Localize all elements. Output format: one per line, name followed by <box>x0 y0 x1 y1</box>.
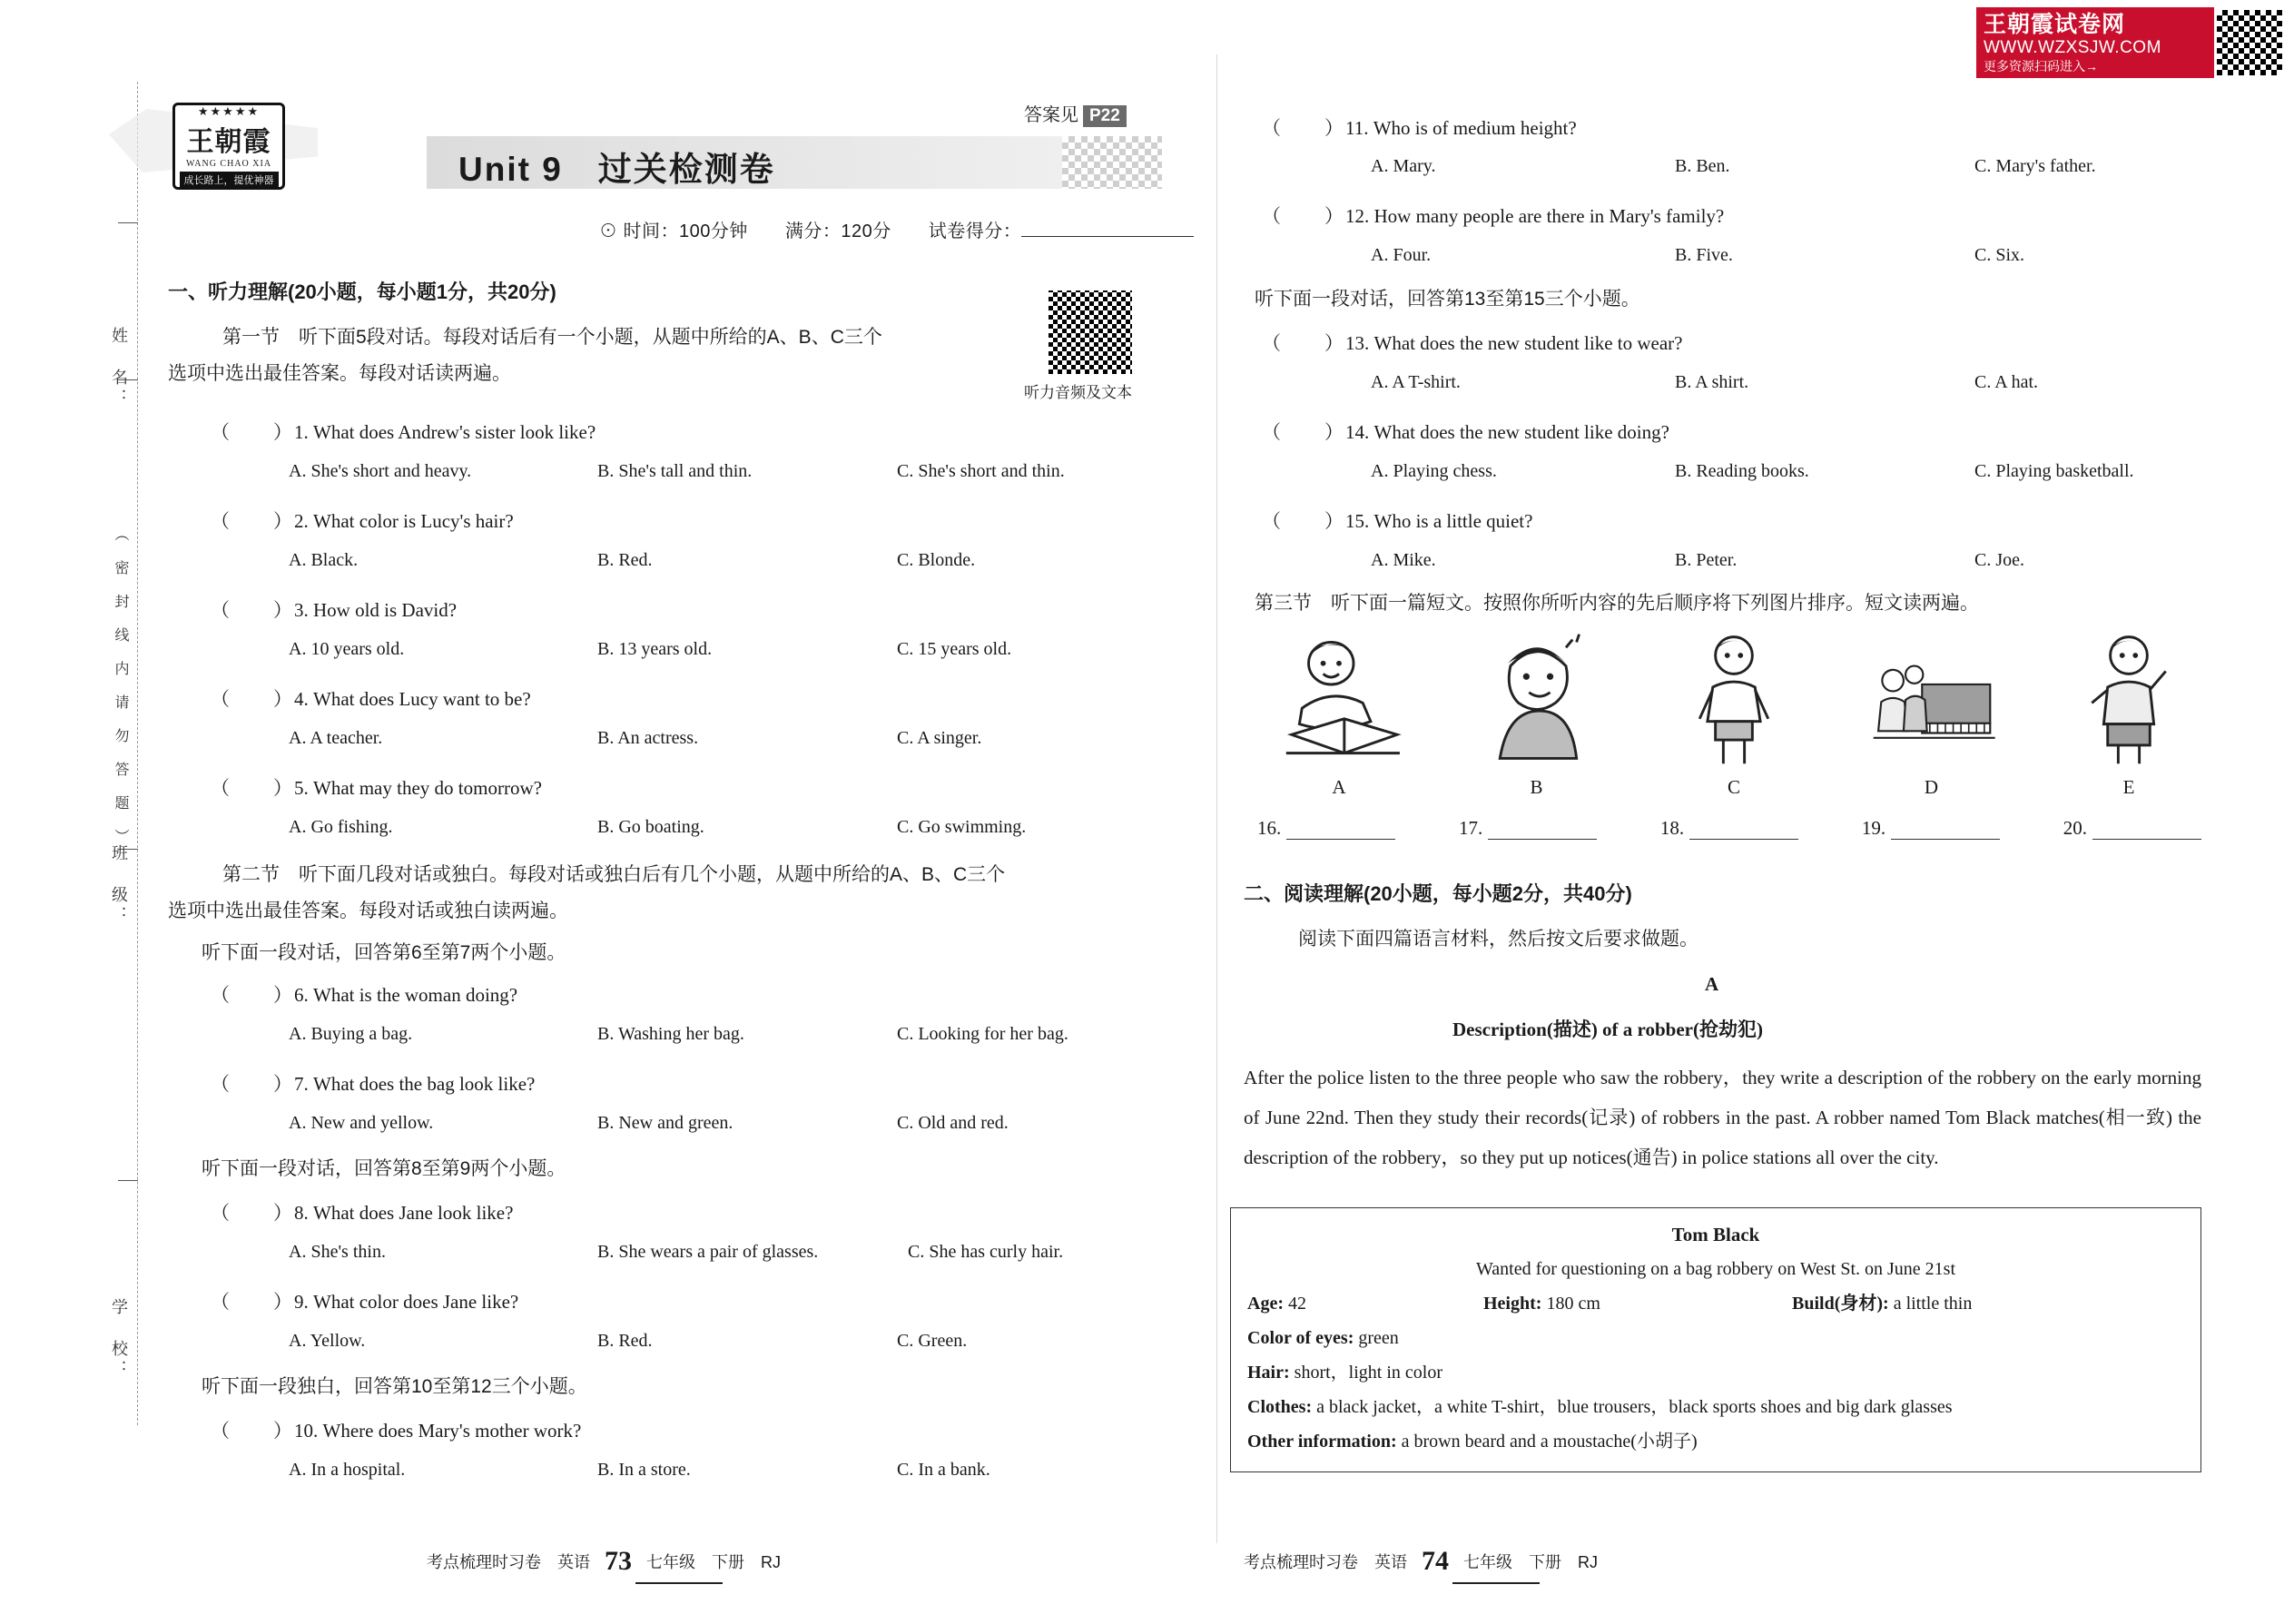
answer-bracket[interactable]: （ ） <box>211 1420 294 1442</box>
page-title: Unit 9 过关检测卷 <box>458 151 775 188</box>
blank-20[interactable] <box>2063 817 2201 840</box>
question-number: 12. <box>1345 205 1370 227</box>
section-2-instruction: 阅读下面四篇语言材料，然后按文后要求做题。 <box>1298 929 1698 950</box>
logo-pinyin: WANG CHAO XIA <box>185 159 272 169</box>
option-b[interactable]: B. Peter. <box>1675 550 1738 570</box>
answer-bracket[interactable]: （ ） <box>211 1202 294 1224</box>
wanted-build-value: a little thin <box>1893 1294 1973 1314</box>
score-blank[interactable] <box>1021 220 1194 237</box>
girl-thinking-icon <box>1469 626 1605 772</box>
lead-in-10-12: 听下面一段独白，回答第10至第12三个小题。 <box>202 1376 587 1397</box>
answer-bracket[interactable]: （ ） <box>1262 421 1345 443</box>
question-item <box>211 1416 581 1443</box>
question-stem: How many people are there in Mary's family? <box>1373 205 1725 227</box>
wanted-hair-label: Hair: <box>1247 1363 1290 1383</box>
question-item <box>1262 202 1724 229</box>
option-a[interactable]: A. In a hospital. <box>289 1460 406 1480</box>
option-a[interactable]: A. A teacher. <box>289 728 383 748</box>
wanted-age <box>1247 1286 1483 1321</box>
question-stem: What does the new student like doing? <box>1373 421 1669 443</box>
option-c[interactable]: C. Mary's father. <box>1974 156 2096 176</box>
option-c[interactable]: C. In a bank. <box>897 1460 990 1480</box>
logo-stars: ★★★★★ <box>197 104 261 118</box>
field-school-label: 学 校： <box>110 1298 128 1380</box>
question-number: 15. <box>1345 510 1370 532</box>
option-a[interactable]: A. Buying a bag. <box>289 1024 413 1044</box>
field-name-label: 姓 名： <box>110 327 128 408</box>
answer-bracket[interactable]: （ ） <box>211 1291 294 1313</box>
footer-left <box>427 1546 781 1577</box>
option-b[interactable]: B. An actress. <box>597 728 699 748</box>
option-b[interactable]: B. Go boating. <box>597 817 704 837</box>
answer-bracket[interactable]: （ ） <box>211 688 294 710</box>
blank-line[interactable] <box>1286 821 1395 840</box>
footer-page-number: 74 <box>1422 1546 1449 1576</box>
option-a[interactable]: A. Yellow. <box>289 1331 366 1351</box>
blank-17[interactable] <box>1459 817 1597 840</box>
answer-bracket[interactable]: （ ） <box>1262 332 1345 354</box>
section-2-heading: 二、阅读理解(20小题，每小题2分，共40分) <box>1244 882 1632 905</box>
blank-line[interactable] <box>1891 821 2000 840</box>
picture-label-e: E <box>2122 776 2135 798</box>
option-a[interactable]: A. Four. <box>1371 245 1432 265</box>
question-number: 4. <box>294 688 309 710</box>
wanted-clothes-label: Clothes: <box>1247 1397 1313 1417</box>
question-stem: What color is Lucy's hair? <box>313 510 514 532</box>
section-2-instruction-line-1: 第二节 听下面几段对话或独白。每段对话或独白后有几个小题，从题中所给的A、B、C三个 <box>222 864 1006 885</box>
footer-series: 考点梳理时习卷 英语 <box>1244 1553 1407 1571</box>
option-c[interactable]: C. Playing basketball. <box>1974 461 2134 481</box>
answer-bracket[interactable]: （ ） <box>211 1073 294 1095</box>
blank-number: 19. <box>1861 817 1886 839</box>
question-number: 1. <box>294 421 309 443</box>
footer-rule <box>635 1582 723 1584</box>
option-a[interactable]: A. A T-shirt. <box>1371 372 1461 392</box>
answer-bracket[interactable]: （ ） <box>211 599 294 621</box>
question-stem: What does Lucy want to be? <box>313 688 531 710</box>
option-b[interactable]: B. Red. <box>597 1331 653 1351</box>
option-a[interactable]: A. Mary. <box>1371 156 1436 176</box>
question-item <box>211 1198 513 1225</box>
wanted-other <box>1247 1424 2184 1459</box>
exam-meta <box>599 216 1194 242</box>
question-item <box>211 595 457 623</box>
answer-reference-label: 答案见 <box>1024 105 1078 125</box>
option-c[interactable]: C. Green. <box>897 1331 968 1351</box>
question-stem: What does Andrew's sister look like? <box>313 421 596 443</box>
question-item <box>1262 418 1669 445</box>
boy-waving-icon <box>2061 626 2197 772</box>
blank-number: 16. <box>1257 817 1282 839</box>
option-c[interactable]: C. 15 years old. <box>897 639 1012 659</box>
footer-grade: 七年级 下册 RJ <box>646 1553 781 1571</box>
answer-bracket[interactable]: （ ） <box>211 984 294 1006</box>
wanted-clothes-value: a black jacket，a white T-shirt，blue trousers，black sports shoes and big dark glasses <box>1316 1397 1953 1417</box>
option-a[interactable]: A. Playing chess. <box>1371 461 1497 481</box>
brand-url: WWW.WZXSJW.COM <box>1984 38 2161 58</box>
question-item <box>211 1069 535 1097</box>
blank-number: 20. <box>2063 817 2087 839</box>
option-c[interactable]: C. A singer. <box>897 728 982 748</box>
question-stem: What does the new student like to wear? <box>1373 332 1683 354</box>
picture-labels <box>1271 776 2197 799</box>
answer-bracket[interactable]: （ ） <box>211 777 294 799</box>
picture-label-b: B <box>1530 776 1543 798</box>
question-number: 9. <box>294 1291 309 1313</box>
question-stem: Who is a little quiet? <box>1373 510 1533 532</box>
answer-reference <box>1024 100 1127 127</box>
blank-line[interactable] <box>1689 821 1798 840</box>
option-b[interactable]: B. Red. <box>597 550 653 570</box>
option-a[interactable]: A. Black. <box>289 550 359 570</box>
option-c[interactable]: C. Looking for her bag. <box>897 1024 1068 1044</box>
option-b[interactable]: B. A shirt. <box>1675 372 1749 392</box>
wanted-stats-row <box>1247 1286 2184 1321</box>
option-b[interactable]: B. She wears a pair of glasses. <box>597 1242 819 1262</box>
question-number: 5. <box>294 777 309 799</box>
footer-series: 考点梳理时习卷 英语 <box>427 1553 590 1571</box>
wanted-hair-value: short，light in color <box>1294 1363 1442 1383</box>
logo-main-text: 王朝霞 <box>186 127 271 157</box>
option-c[interactable]: C. Go swimming. <box>897 817 1027 837</box>
footer-right <box>1244 1546 1598 1577</box>
wanted-clothes <box>1247 1390 2184 1424</box>
binding-tick <box>118 1180 138 1181</box>
wanted-height-label: Height: <box>1483 1294 1542 1314</box>
picture-row <box>1271 626 2197 776</box>
footer-page-number: 73 <box>605 1546 632 1576</box>
binding-tick <box>118 222 138 223</box>
brand-title: 王朝霞试卷网 <box>1984 11 2126 37</box>
answer-reference-page: P22 <box>1083 105 1127 127</box>
option-c[interactable]: C. She's short and thin. <box>897 461 1065 481</box>
question-number: 3. <box>294 599 309 621</box>
wanted-age-label: Age: <box>1247 1294 1284 1314</box>
option-b[interactable]: B. Ben. <box>1675 156 1730 176</box>
blank-number: 17. <box>1458 817 1483 839</box>
answer-bracket[interactable]: （ ） <box>1262 510 1345 532</box>
lead-in-6-7: 听下面一段对话，回答第6至第7两个小题。 <box>202 942 566 963</box>
picture-label-d: D <box>1924 776 1939 798</box>
audio-qr-icon[interactable] <box>1049 290 1132 374</box>
blank-19[interactable] <box>1862 817 2000 840</box>
question-item <box>211 1287 518 1314</box>
option-b[interactable]: B. In a store. <box>597 1460 691 1480</box>
option-b[interactable]: B. Washing her bag. <box>597 1024 744 1044</box>
section-1-heading: 一、听力理解(20小题，每小题1分，共20分) <box>168 281 556 303</box>
answer-bracket[interactable]: （ ） <box>1262 117 1345 139</box>
wanted-notice-card <box>1230 1207 2201 1472</box>
blank-16[interactable] <box>1257 817 1395 840</box>
question-number: 8. <box>294 1202 309 1224</box>
picture-label-a: A <box>1332 776 1346 798</box>
wanted-eyes <box>1247 1321 2184 1355</box>
section-1-instruction-line-2: 选项中选出最佳答案。每段对话读两遍。 <box>168 363 511 384</box>
wanted-height-value: 180 cm <box>1546 1294 1600 1314</box>
question-stem: What is the woman doing? <box>313 984 518 1006</box>
lead-in-8-9: 听下面一段对话，回答第8至第9两个小题。 <box>202 1158 566 1179</box>
option-b[interactable]: B. Reading books. <box>1675 461 1809 481</box>
question-item <box>1262 507 1532 534</box>
question-stem: What does Jane look like? <box>313 1202 514 1224</box>
question-number: 6. <box>294 984 309 1006</box>
boy-standing-icon <box>1666 626 1802 772</box>
question-stem: Who is of medium height? <box>1373 117 1577 139</box>
option-a[interactable]: A. Mike. <box>1371 550 1436 570</box>
question-stem: Where does Mary's mother work? <box>322 1420 582 1442</box>
wanted-eyes-label: Color of eyes: <box>1247 1328 1354 1348</box>
question-item <box>211 418 596 445</box>
question-stem: What color does Jane like? <box>313 1291 519 1313</box>
question-item <box>211 773 542 801</box>
boy-reading-book-icon <box>1271 626 1407 772</box>
wanted-build-label: Build(身材): <box>1792 1294 1889 1314</box>
question-number: 2. <box>294 510 309 532</box>
option-a[interactable]: A. New and yellow. <box>289 1113 434 1133</box>
blank-line[interactable] <box>1488 821 1597 840</box>
section-3-instruction: 第三节 听下面一篇短文。按照你所听内容的先后顺序将下列图片排序。短文读两遍。 <box>1255 593 1979 614</box>
question-number: 10. <box>294 1420 319 1442</box>
option-b[interactable]: B. New and green. <box>597 1113 733 1133</box>
page-divider <box>1216 54 1217 1543</box>
wanted-height <box>1483 1286 1792 1321</box>
ordering-answer-blanks <box>1257 817 2201 840</box>
lead-in-13-15: 听下面一段对话，回答第13至第15三个小题。 <box>1255 289 1640 310</box>
question-number: 11. <box>1345 117 1369 139</box>
question-item <box>211 980 517 1008</box>
question-stem: What may they do tomorrow? <box>313 777 542 799</box>
wanted-other-value: a brown beard and a moustache(小胡子) <box>1401 1432 1698 1452</box>
wanted-subtitle: Wanted for questioning on a bag robbery on West St. on June 21st <box>1476 1259 1955 1279</box>
question-item <box>1262 113 1577 141</box>
audio-qr-caption: 听力音频及文本 <box>1024 384 1132 401</box>
option-a[interactable]: A. She's short and heavy. <box>289 461 472 481</box>
question-item <box>211 507 514 534</box>
field-class-label: 班 级： <box>110 844 128 926</box>
option-a[interactable]: A. She's thin. <box>289 1242 386 1262</box>
question-number: 13. <box>1345 332 1370 354</box>
blank-18[interactable] <box>1660 817 1798 840</box>
question-item <box>1262 329 1682 356</box>
option-c[interactable]: C. She has curly hair. <box>908 1242 1064 1262</box>
question-number: 7. <box>294 1073 309 1095</box>
section-1-instruction-line-1: 第一节 听下面5段对话。每段对话后有一个小题，从题中所给的A、B、C三个 <box>222 327 882 348</box>
section-2-instruction-line-2: 选项中选出最佳答案。每段对话或独白读两遍。 <box>168 901 568 921</box>
footer-grade: 七年级 下册 RJ <box>1463 1553 1598 1571</box>
question-stem: How old is David? <box>313 599 458 621</box>
wanted-other-label: Other information: <box>1247 1432 1397 1452</box>
passage-title: Description(描述) of a robber(抢劫犯) <box>1452 1019 1763 1040</box>
option-c[interactable]: C. Blonde. <box>897 550 976 570</box>
option-a[interactable]: A. 10 years old. <box>289 639 405 659</box>
question-item <box>211 684 531 712</box>
answer-bracket[interactable]: （ ） <box>211 510 294 532</box>
wanted-build <box>1792 1286 1972 1321</box>
option-b[interactable]: B. Five. <box>1675 245 1733 265</box>
wanted-hair <box>1247 1355 2184 1390</box>
question-stem: What does the bag look like? <box>313 1073 536 1095</box>
footer-rule <box>1452 1582 1540 1584</box>
answer-bracket[interactable]: （ ） <box>211 421 294 443</box>
blank-line[interactable] <box>2092 821 2201 840</box>
logo-tagline: 成长路上，提优神器 <box>180 172 279 188</box>
publisher-logo <box>163 95 290 191</box>
option-b[interactable]: B. She's tall and thin. <box>597 461 753 481</box>
option-c[interactable]: C. Joe. <box>1974 550 2024 570</box>
answer-bracket[interactable]: （ ） <box>1262 205 1345 227</box>
question-number: 14. <box>1345 421 1370 443</box>
blank-number: 18. <box>1659 817 1685 839</box>
option-c[interactable]: C. Old and red. <box>897 1113 1009 1133</box>
passage-section-letter: A <box>1705 973 1719 995</box>
sealed-line-notice: （ 密 封 线 内 请 勿 答 题 ） <box>113 527 128 845</box>
option-c[interactable]: C. Six. <box>1974 245 2025 265</box>
option-c[interactable]: C. A hat. <box>1974 372 2039 392</box>
passage-text: After the police listen to the three people who saw the robbery，they write a description of the robbery on the early morning of June 22nd. Then they study their records(记录) of robbers in the past. A robber named Tom Black matches(相一致) the description of the robbery，so they put up notices(通告) in police stations all over the city. <box>1244 1067 2201 1168</box>
wanted-eyes-value: green <box>1358 1328 1399 1348</box>
exam-meta-text: ⊙ 时间：100分钟 满分：120分 试卷得分： <box>599 221 1022 241</box>
children-at-piano-icon <box>1864 626 2000 772</box>
wanted-age-value: 42 <box>1287 1294 1306 1314</box>
brand-subtitle: 更多资源扫码进入→ <box>1984 58 2098 74</box>
brand-qr-icon[interactable] <box>2214 7 2285 78</box>
option-b[interactable]: B. 13 years old. <box>597 639 713 659</box>
wanted-name: Tom Black <box>1671 1224 1760 1245</box>
picture-label-c: C <box>1727 776 1740 798</box>
option-a[interactable]: A. Go fishing. <box>289 817 393 837</box>
